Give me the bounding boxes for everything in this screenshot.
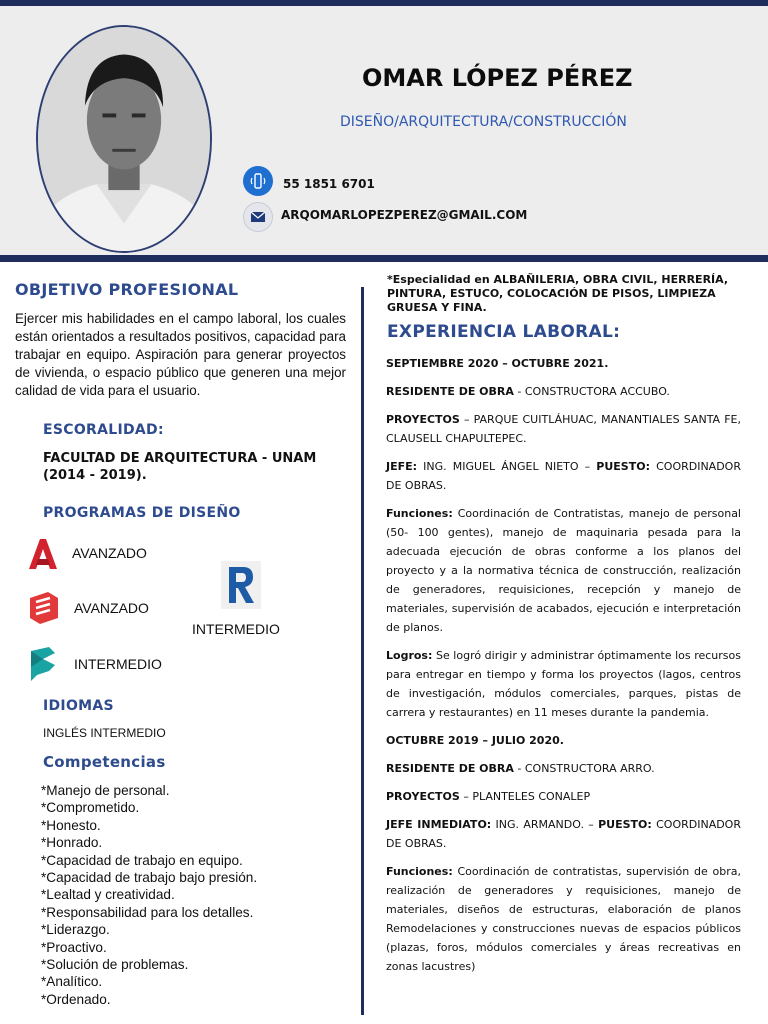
competencias-title: Competencias	[43, 753, 166, 771]
profile-photo	[36, 25, 212, 253]
phone-number[interactable]: 55 1851 6701	[283, 177, 375, 191]
list-item: *Capacidad de trabajo en equipo.	[41, 852, 243, 868]
list-item: *Liderazgo.	[41, 922, 110, 938]
experiencia-content	[386, 354, 741, 985]
list-item: *Responsabilidad para los detalles.	[41, 904, 254, 920]
objetivo-title: OBJETIVO PROFESIONAL	[15, 280, 239, 299]
idiomas-title: IDIOMAS	[43, 698, 114, 714]
competencias-list	[41, 782, 257, 1008]
job-boss: JEFE: ING. MIGUEL ÁNGEL NIETO – PUESTO: COORDINADOR DE OBRAS.	[386, 460, 741, 492]
autocad-icon	[27, 537, 59, 576]
list-item: *Honrado.	[41, 835, 103, 851]
header-bottom-bar	[0, 255, 768, 262]
job-period: SEPTIEMBRE 2020 – OCTUBRE 2021.	[386, 357, 609, 370]
programas-title: PROGRAMAS DE DISEÑO	[43, 505, 241, 521]
email-address[interactable]: ARQOMARLOPEZPEREZ@GMAIL.COM	[281, 208, 528, 222]
escolaridad-title: ESCORALIDAD:	[43, 422, 164, 438]
job-projects: PROYECTOS – PARQUE CUITLÁHUAC, MANANTIALES SANTA FE, CLAUSELL CHAPULTEPEC.	[386, 413, 741, 445]
column-divider	[361, 287, 364, 1015]
job-boss: JEFE INMEDIATO: ING. ARMANDO. – PUESTO: COORDINADOR DE OBRAS.	[386, 818, 741, 850]
list-item: *Proactivo.	[41, 939, 107, 955]
list-item: *Analítico.	[41, 974, 103, 990]
especialidad-text: *Especialidad en ALBAÑILERIA, OBRA CIVIL, HERRERÍA, PINTURA, ESTUCO, COLOCACIÓN DE PISOS, LIMPIEZA GRUESA Y FINA.	[387, 273, 729, 314]
list-item: *Comprometido.	[41, 800, 140, 816]
objetivo-text: Ejercer mis habilidades en el campo laboral, los cuales están orientados a resultados positivos, capacidad para trabajar en equipo. Aspiración para generar proyectos de vivienda, o espacio público que generen una mejor calidad de vida para el usuario.	[15, 311, 346, 398]
revit-icon	[221, 561, 261, 614]
escolaridad-text: FACULTAD DE ARQUITECTURA - UNAM (2014 - 2019).	[43, 451, 317, 483]
job-role: RESIDENTE DE OBRA - CONSTRUCTORA ACCUBO.	[386, 385, 670, 398]
mail-icon	[243, 202, 273, 232]
job-funciones: Funciones: Coordinación de contratistas, supervisión de obra, realización de generadores y requisiciones, manejo de materiales, diseños de estructuras, elaboración de planos Remodelaciones y construcciones nuevas de espacios públicos (plazas, foros, módulos comerciales y áreas recreativas en zonas lacustres)	[386, 865, 741, 973]
job-logros: Logros: Se logró dirigir y administrar óptimamente los recursos para entregar en tiempo y forma los proyectos (lagos, centros de investigación, módulos comerciales, parques, pistas de carrera y restaurantes) en 11 meses durante la pandemia.	[386, 649, 741, 719]
job-funciones: Funciones: Coordinación de Contratistas, manejo de personal (50- 100 gentes), manejo de maquinaria pesada para la adecuada ejecución de obras conforme a los planos del proyecto y a la normativa técnica de construcción, realización de generadores, requisiciones, recepción y manejo de materiales, supervisión de acabados, ejecución e interpretación de planos.	[386, 507, 741, 634]
autocad-level: AVANZADO	[72, 545, 147, 561]
list-item: *Manejo de personal.	[41, 783, 170, 798]
phone-icon	[243, 166, 273, 196]
3dsmax-icon	[29, 647, 57, 688]
job-projects: PROYECTOS – PLANTELES CONALEP	[386, 790, 591, 803]
3dsmax-level: INTERMEDIO	[74, 656, 162, 672]
sketchup-icon	[26, 590, 60, 631]
profession-subtitle: DISEÑO/ARQUITECTURA/CONSTRUCCIÓN	[340, 114, 627, 130]
job-period: OCTUBRE 2019 – JULIO 2020.	[386, 734, 564, 747]
list-item: *Solución de problemas.	[41, 957, 189, 973]
candidate-name: OMAR LÓPEZ PÉREZ	[362, 64, 633, 92]
experiencia-title: EXPERIENCIA LABORAL:	[387, 322, 621, 342]
job-role: RESIDENTE DE OBRA - CONSTRUCTORA ARRO.	[386, 762, 655, 775]
sketchup-level: AVANZADO	[74, 600, 149, 616]
list-item: *Honesto.	[41, 817, 101, 833]
list-item: *Ordenado.	[41, 991, 111, 1007]
idioma-text: INGLÉS INTERMEDIO	[43, 726, 166, 740]
header-panel	[0, 6, 768, 255]
list-item: *Lealtad y creatividad.	[41, 887, 175, 903]
revit-level: INTERMEDIO	[192, 621, 280, 637]
list-item: *Capacidad de trabajo bajo presión.	[41, 870, 258, 886]
